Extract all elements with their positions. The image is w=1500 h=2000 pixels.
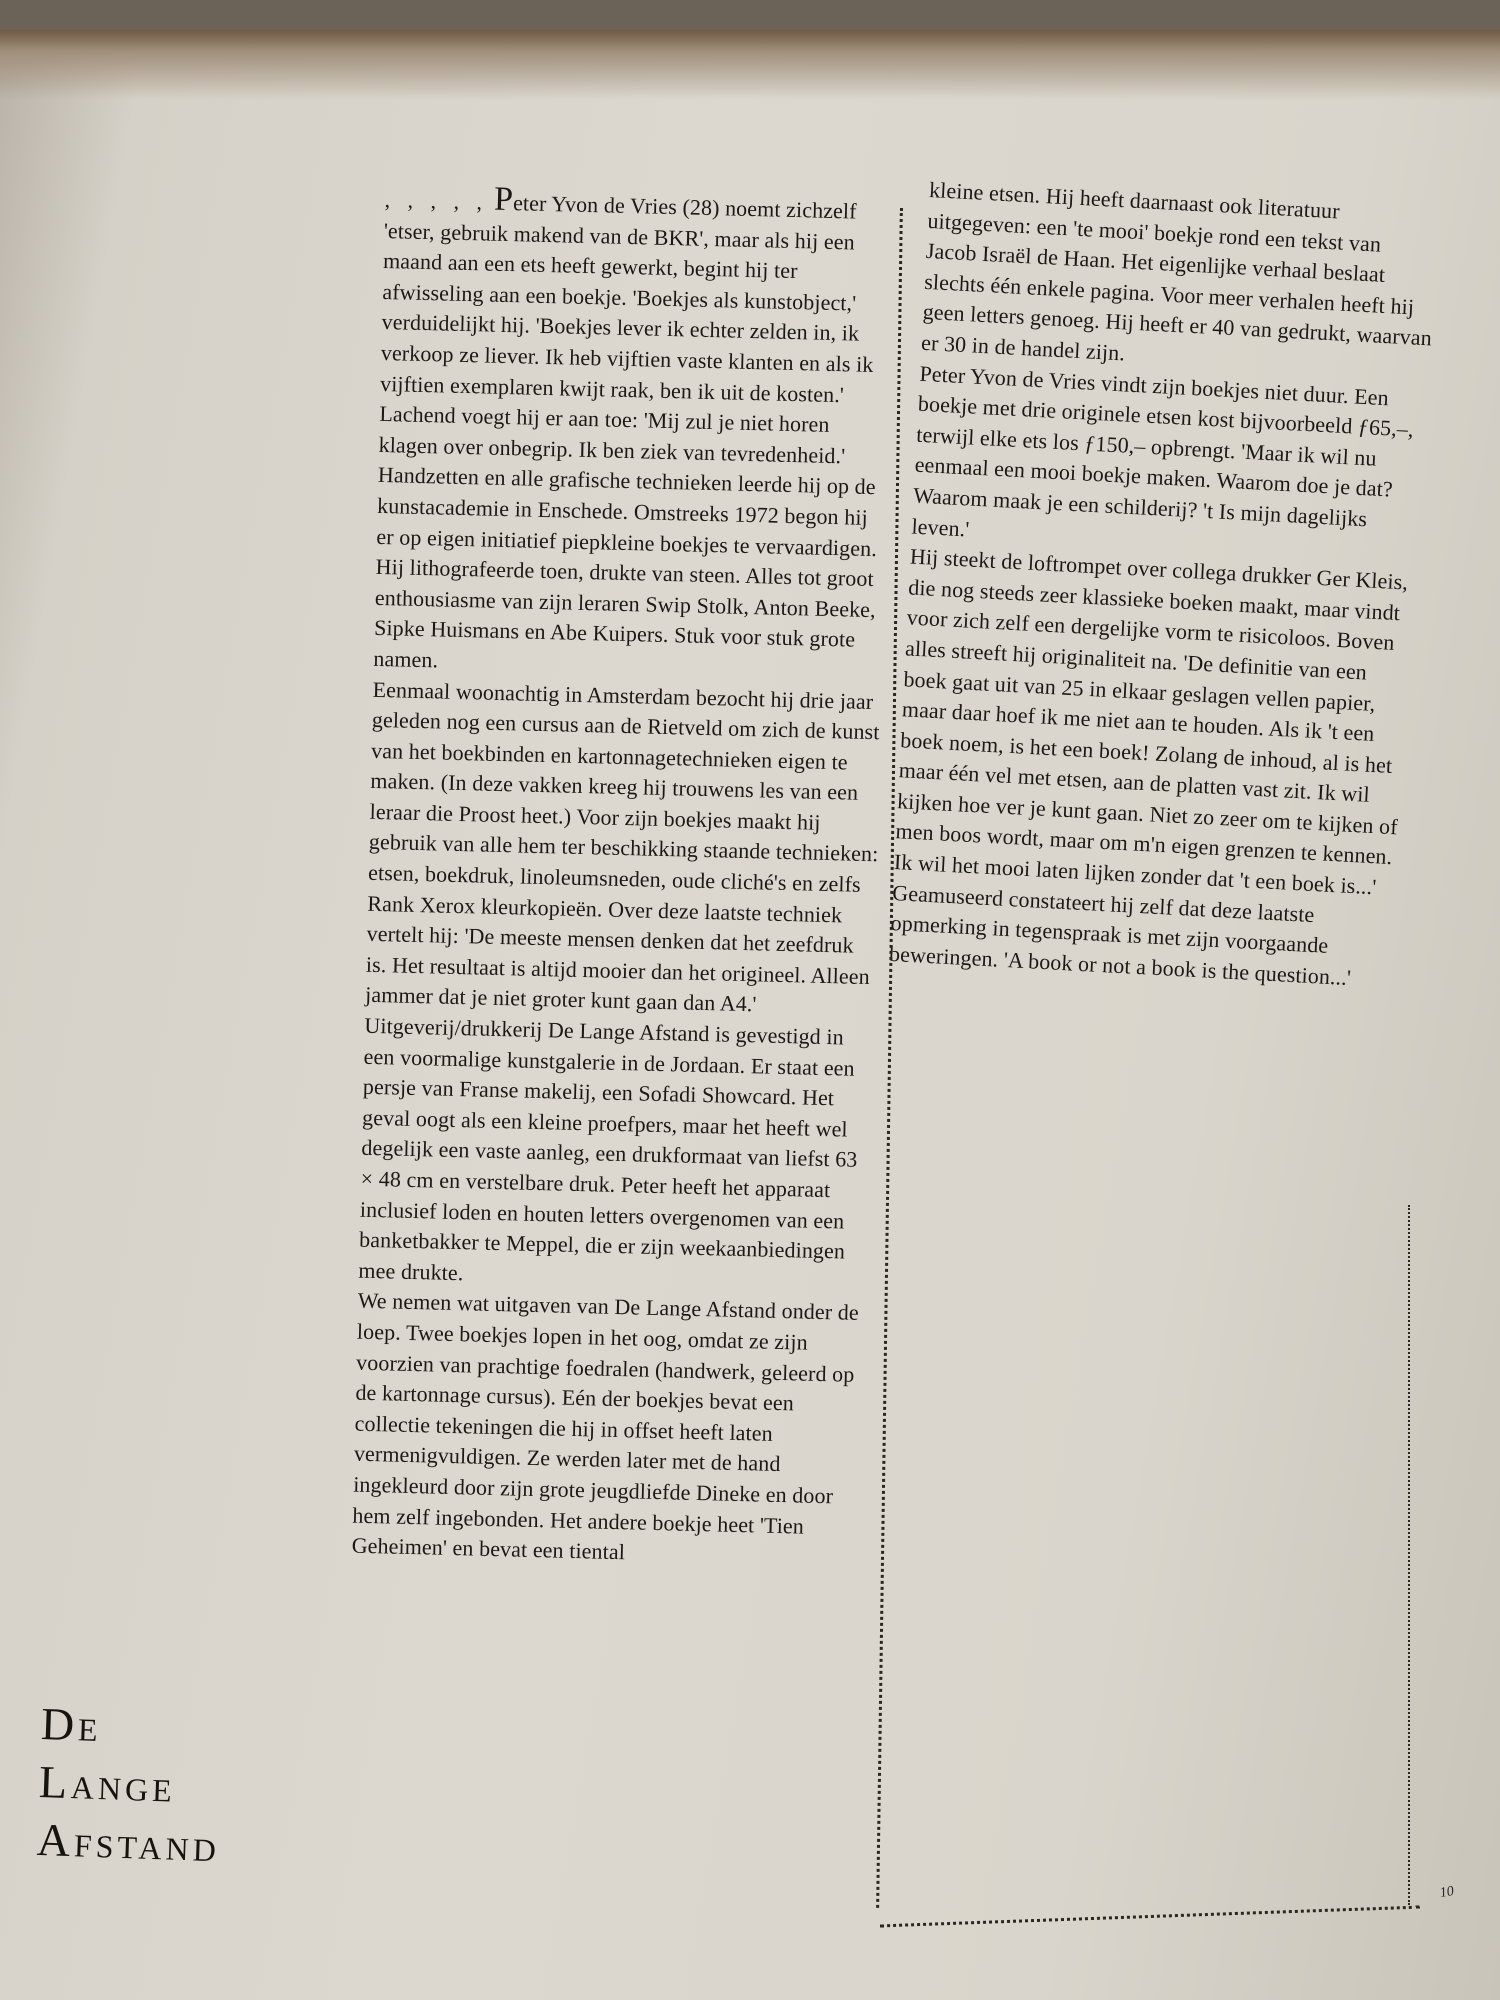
article-paragraph (378, 180, 895, 473)
article-paragraph: We nemen wat uitgaven van De Lange Afstand onder de loep. Twee boekjes lopen in het oog, omdat ze zijn voorzien van prachtige foedralen (handwerk, geleerd op de kartonnage cursus). Eén der boekjes bevat een collectie tekeningen die hij in offset heeft laten vermenigvuldigen. Ze werden later met de hand ingekleurd door zijn grote jeugdliefde Dineke en door hem zelf ingebonden. Het andere boekje heet 'Tien Geheimen' en bevat een tiental (351, 1288, 860, 1565)
article-title (36, 1695, 225, 1875)
article-column-right (888, 175, 1439, 996)
dotted-bottom-border (880, 1906, 1420, 1932)
title-line: Afstand (36, 1813, 221, 1872)
magazine-page (0, 30, 1500, 2000)
title-line: De (40, 1697, 103, 1752)
article-paragraph: Uitgeverij/drukkerij De Lange Afstand is gevestigd in een voormalige kunstgalerie in de Jordaan. Er staat een persje van Franse makelij, een Sofadi Showcard. Het geval oogt als een kleine proefpers, maar het heeft wel degelijk een vaste aanleg, een drukformaat van liefst 63 × 48 cm en verstelbare druk. Peter heeft het apparaat inclusief loden en houten letters overgenomen van een banketbakker te Meppel, die er zijn weekaanbiedingen mee drukte. (358, 1012, 858, 1286)
article-column-left (351, 180, 894, 1574)
paragraph-text: eter Yvon de Vries (28) noemt zichzelf 'etser, gebruik makend van de BKR', maar als hij een maand aan een ets heeft gewerkt, begint hij ter afwisseling aan een boekje. 'Boekjes als kunstobject,' verduidelijkt hij. 'Boekjes lever ik echter zelden in, ik verkoop ze liever. Ik heb vijftien vaste klanten en als ik vijftien exemplaren kwijt raak, ben ik uit de kosten.' Lachend voegt hij er aan toe: 'Mij zul je niet horen klagen over onbegrip. Ik ben ziek van tevredenheid.' (378, 190, 874, 469)
opening-marks: , , , , , (384, 186, 489, 215)
article-paragraph: Hij steekt de loftrompet over collega drukker Ger Kleis, die nog steeds zeer klassieke boeken maakt, maar vindt voor zich zelf een dergelijke vorm te risicoloos. Boven alles streeft hij originaliteit na. 'De definitie van een boek gaat uit van 25 in elkaar geslagen vellen papier, maar daar hoef ik me niet aan te houden. Als ik 't een boek noem, is het een boek! Zolang de inhoud, al is het maar één vel met etsen, aan de platten vast zit. Ik wil kijken hoe ver je kunt gaan. Niet zo zeer om te kijken of men boos wordt, maar om m'n eigen grenzen te kennen. Ik wil het mooi laten lijken zonder dat 't een boek is...' Geamuseerd constateert hij zelf dat deze laatste opmerking in tegenspraak is met zijn voorgaande beweringen. 'A book or not a book is the question...' (888, 543, 1409, 990)
article-paragraph: kleine etsen. Hij heeft daarnaast ook literatuur uitgegeven: een 'te mooi' boekje rond een tekst van Jacob Israël de Haan. Het eigenlijke verhaal beslaat slechts één enkele pagina. Voor meer verhalen heeft hij geen letters genoeg. Hij heeft er 40 van gedrukt, waarvan er 30 in de handel zijn. (920, 176, 1433, 366)
article-paragraph: Eenmaal woonachtig in Amsterdam bezocht hij drie jaar geleden nog een cursus aan de Rietveld om zich de kunst van het boekbinden en kartonnagetechnieken eigen te maken. (In deze vakken kreeg hij trouwens les van een leraar die Proost heet.) Voor zijn boekjes maakt hij gebruik van alle hem ter beschikking staande technieken: etsen, boekdruk, linoleumsneden, oude cliché's en zelfs Rank Xerox kleurkopieën. Over deze laatste techniek vertelt hij: 'De meeste mensen denken dat het zeefdruk is. Het resultaat is altijd mooier dan het origineel. Alleen jammer dat je niet groter kunt gaan dan A4.' (364, 676, 880, 1017)
page-number: 10 (1438, 1883, 1456, 1902)
title-line: Lange (38, 1755, 177, 1812)
page-top-edge (0, 30, 1500, 100)
article-paragraph: Peter Yvon de Vries vindt zijn boekjes niet duur. Een boekje met drie originele etsen kost bijvoorbeeld ƒ65,–, terwijl elke ets los ƒ150,– opbrengt. 'Maar ik wil nu eenmaal een mooi boekje maken. Waarom doe je dat? Waarom maak je een schilderij? 't Is mijn dagelijks leven.' (910, 360, 1415, 542)
drop-cap: P (493, 180, 514, 219)
dotted-right-border (1408, 1205, 1420, 1905)
article-paragraph: Handzetten en alle grafische technieken leerde hij op de kunstacademie in Enschede. Omstreeks 1972 begon hij er op eigen initiatief piepkleine boekjes te vervaardigen. Hij lithografeerde toen, drukte van steen. Alles tot groot enthousiasme van zijn leraren Swip Stolk, Anton Beeke, Sipke Huismans en Abe Kuipers. Stuk voor stuk grote namen. (373, 462, 878, 673)
